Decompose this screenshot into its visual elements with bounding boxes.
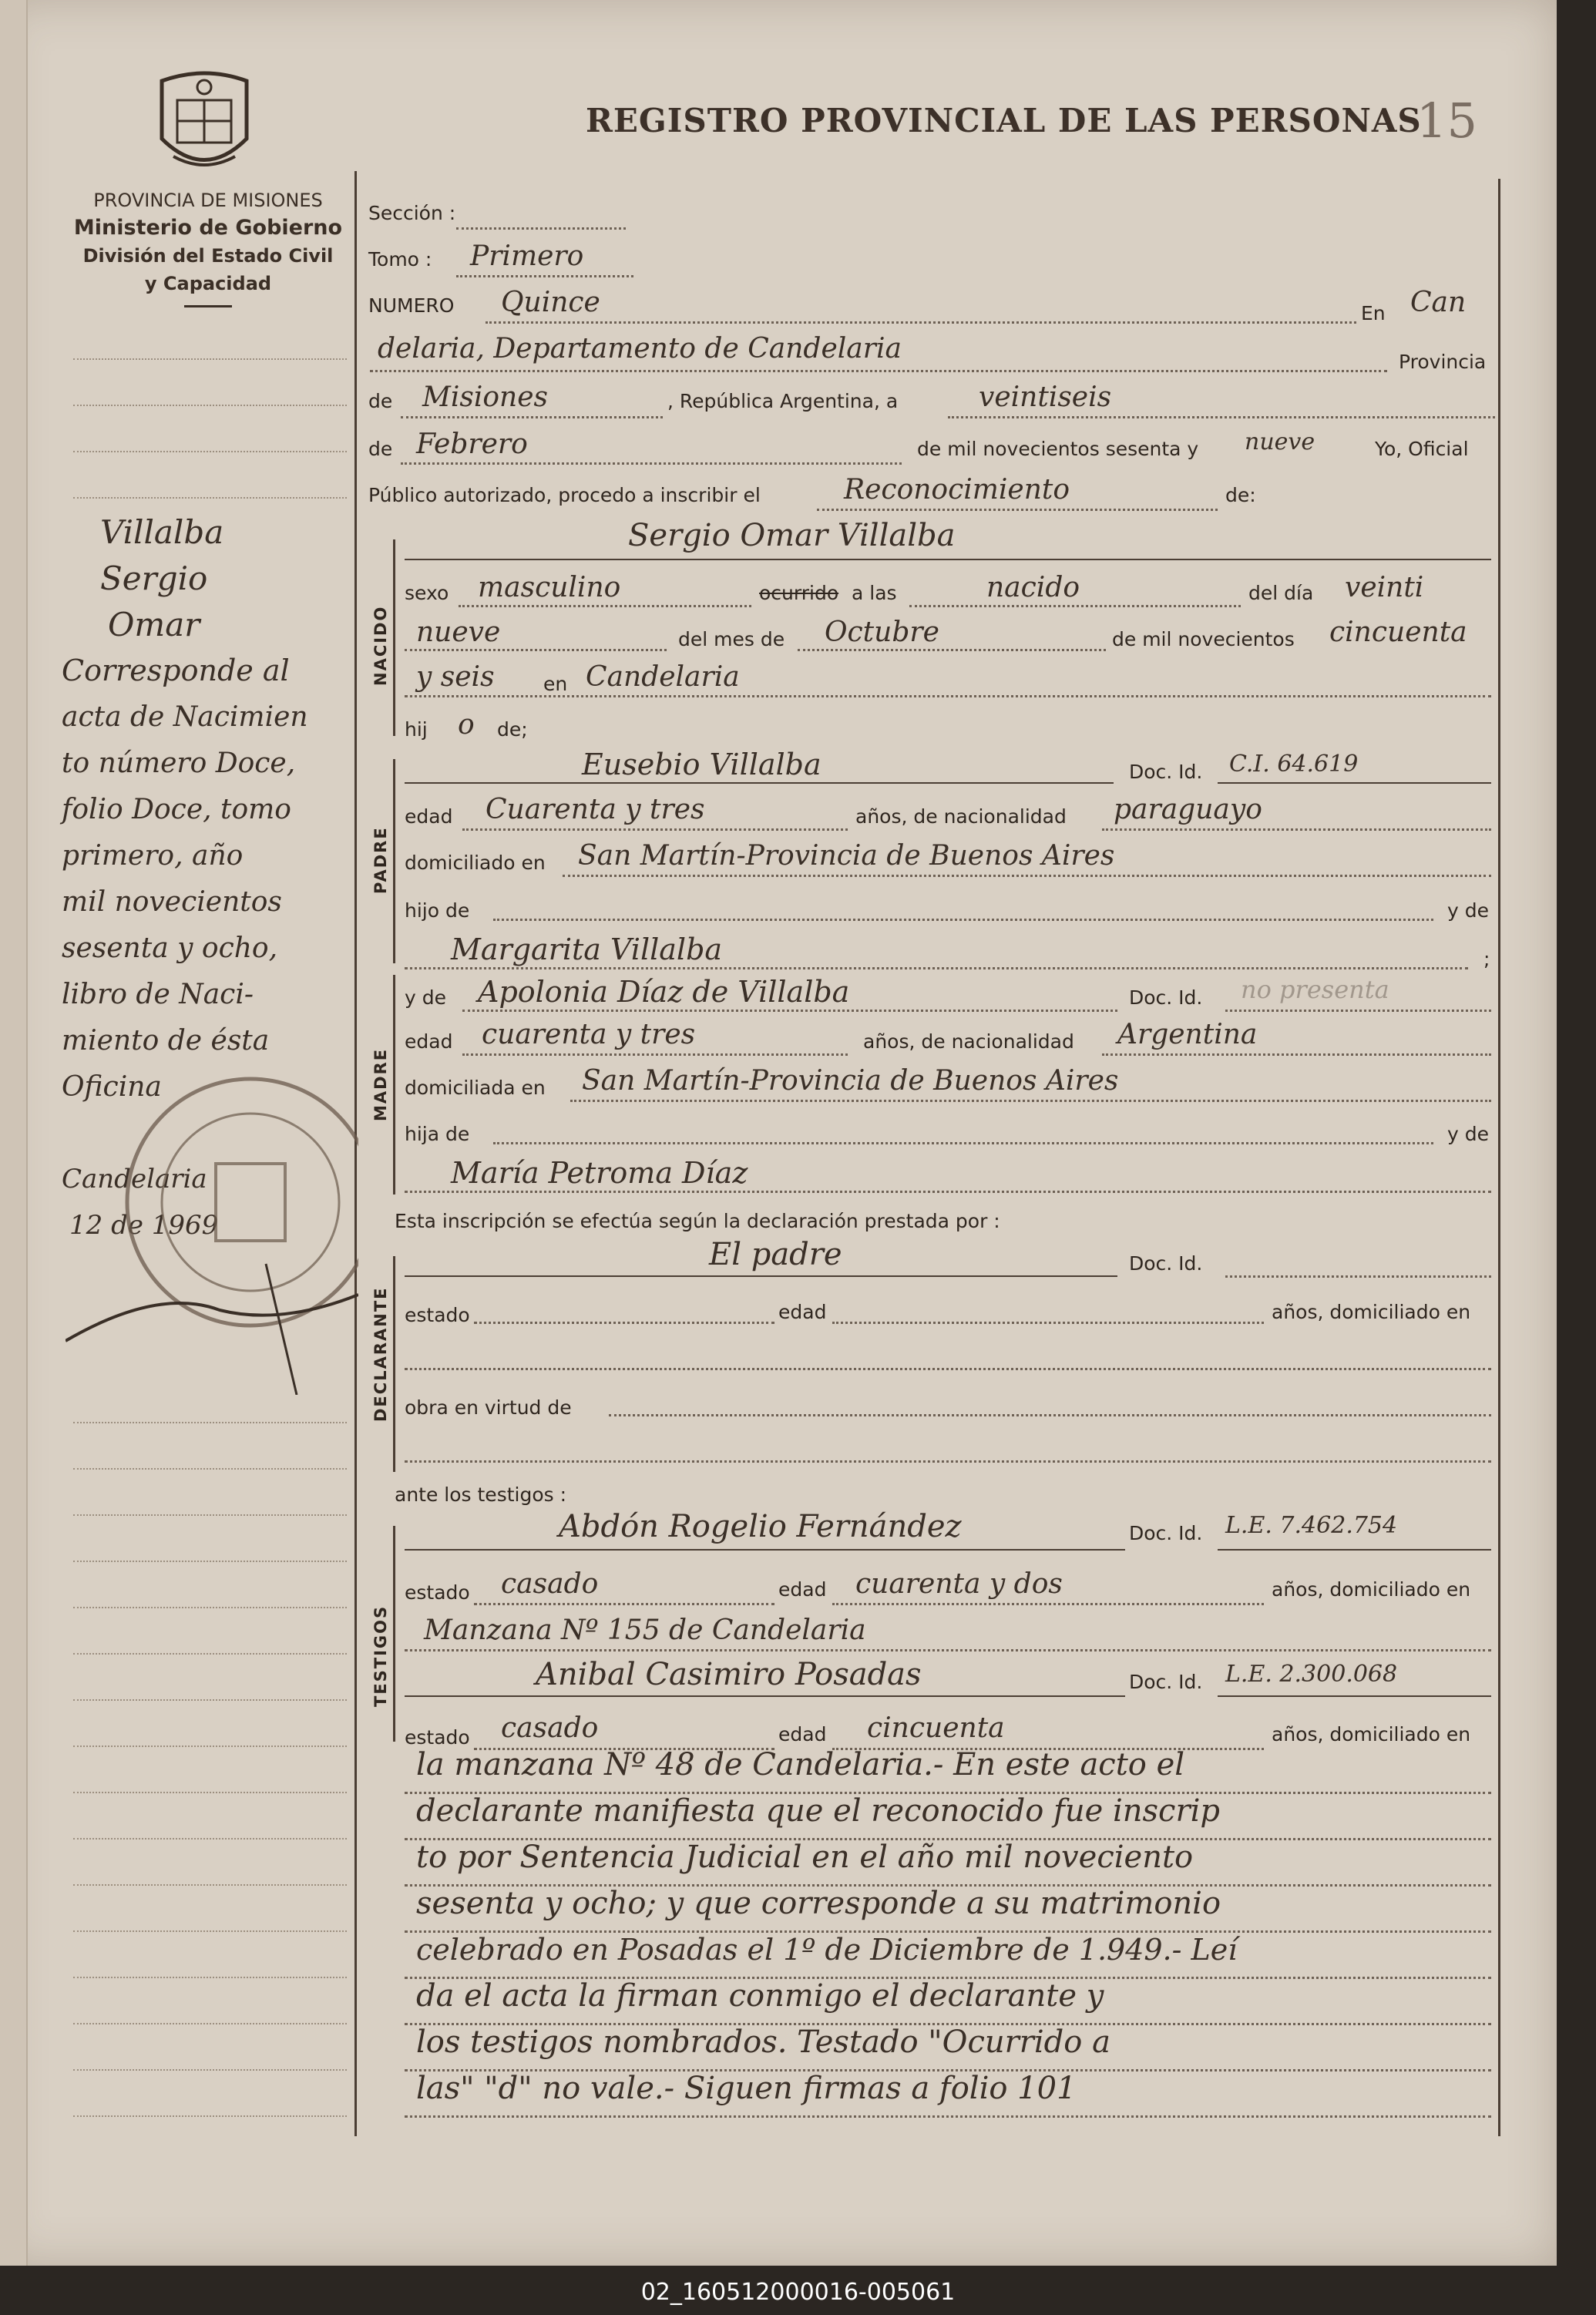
- obs-rule: [405, 1884, 1491, 1887]
- declarante-nombre: El padre: [709, 1237, 842, 1272]
- office-division: División del Estado Civil: [82, 245, 334, 267]
- padre-nac-line: [1102, 828, 1491, 831]
- padre-doc-line: [1218, 782, 1491, 784]
- padre-nac-label: años, de nacionalidad: [855, 805, 1067, 828]
- lugar-line: [405, 695, 1491, 697]
- padre-nac-value: paraguayo: [1114, 794, 1262, 825]
- testigo2-edad-value: cincuenta: [867, 1712, 1005, 1744]
- padre-doc-value: C.I. 64.619: [1229, 751, 1359, 778]
- padre-edad-label: edad: [405, 805, 453, 828]
- declarante-side-label: DECLARANTE: [371, 1286, 390, 1422]
- margin-rule: [73, 1514, 347, 1516]
- margin-note-line: libro de Naci-: [62, 979, 254, 1010]
- padre-edad-line: [462, 828, 848, 831]
- acto-line: [817, 509, 1218, 511]
- testigos-intro: ante los testigos :: [395, 1483, 567, 1506]
- margin-note-line: mil novecientos: [62, 886, 282, 918]
- republica-label: , República Argentina, a: [667, 390, 899, 412]
- padre-y-de-label: y de: [1447, 899, 1489, 922]
- observacion-line: da el acta la firman conmigo el declarante y: [416, 1978, 1104, 2014]
- obs-rule: [405, 1977, 1491, 1979]
- margin-rule: [73, 2115, 347, 2117]
- madre-dom-label: domiciliada en: [405, 1077, 546, 1099]
- ocurrido-label: ocurrido: [759, 582, 839, 604]
- a-las-label: a las: [852, 582, 897, 604]
- margin-note-line: to número Doce,: [62, 748, 296, 779]
- provincial-seal-icon: [154, 66, 254, 181]
- office-capacity: y Capacidad: [144, 273, 272, 294]
- tomo-label: Tomo :: [368, 248, 432, 270]
- seccion-label: Sección :: [368, 202, 456, 224]
- del-dia-label: del día: [1248, 582, 1314, 604]
- testigo2-doc-value: L.E. 2.300.068: [1225, 1661, 1398, 1688]
- margin-rule: [73, 1422, 347, 1423]
- anio-value-2: y seis: [416, 661, 495, 693]
- numero-line: [486, 321, 1356, 324]
- seccion-line: [456, 227, 626, 230]
- madre-nac-value: Argentina: [1117, 1019, 1258, 1050]
- madre-bracket: [393, 975, 395, 1194]
- obs-rule: [405, 1838, 1491, 1840]
- numero-label: NUMERO: [368, 294, 455, 317]
- padre-doc-label: Doc. Id.: [1129, 761, 1203, 783]
- madre-nac-line: [1102, 1053, 1491, 1056]
- testigo1-doc-line: [1218, 1549, 1491, 1551]
- obs-rule: [405, 1930, 1491, 1933]
- testigo2-nombre-line: [405, 1695, 1125, 1697]
- provincia-value: Misiones: [422, 381, 549, 413]
- declarante-nombre-line: [405, 1275, 1117, 1277]
- madre-doc-value: no presenta: [1241, 975, 1389, 1004]
- provincia-label: Provincia: [1399, 351, 1487, 373]
- margin-rule: [73, 1884, 347, 1886]
- margin-note-line: sesenta y ocho,: [62, 932, 278, 964]
- margin-rule: [73, 2069, 347, 2071]
- declarante-estado-label: estado: [405, 1304, 470, 1326]
- margin-note-line: primero, año: [62, 840, 244, 872]
- madre-side-label: MADRE: [371, 1047, 390, 1121]
- office-divider: [184, 305, 232, 307]
- mes-line: [798, 649, 1106, 651]
- acto-value: Reconocimiento: [844, 474, 1070, 506]
- hij-value: o: [458, 709, 475, 741]
- hij-label: hij: [405, 718, 428, 741]
- de2-label: de: [368, 438, 393, 460]
- lugar-value: Candelaria: [586, 661, 740, 693]
- madre-hija-de-line: [493, 1142, 1433, 1144]
- observacion-line: los testigos nombrados. Testado "Ocurrido a: [416, 2024, 1110, 2060]
- madre-dom-value: San Martín-Provincia de Buenos Aires: [582, 1065, 1119, 1097]
- testigo1-nombre-line: [405, 1549, 1125, 1551]
- obs-rule: [405, 2115, 1491, 2118]
- anio-value-1: cincuenta: [1329, 617, 1467, 648]
- sexo-line: [459, 605, 751, 607]
- mil-label: de mil novecientos: [1112, 628, 1295, 650]
- margin-note-line: folio Doce, tomo: [62, 794, 291, 825]
- dia-line: [405, 649, 667, 651]
- madre-y-de2-label: y de: [1447, 1123, 1489, 1145]
- del-mes-label: del mes de: [678, 628, 785, 650]
- madre-nombre: Apolonia Díaz de Villalba: [478, 975, 850, 1009]
- month-value: Febrero: [416, 428, 528, 460]
- declarante-intro: Esta inscripción se efectúa según la declaración prestada por :: [395, 1210, 1000, 1232]
- margin-rule: [73, 1930, 347, 1932]
- margin-rule: [73, 1607, 347, 1608]
- padre-semicolon: ;: [1483, 948, 1490, 970]
- place-line: [370, 370, 1387, 372]
- padre-madre-line: [405, 967, 1468, 969]
- margin-note-line: 12 de 1969: [69, 1210, 219, 1241]
- observacion-line: las" "d" no vale.- Siguen firmas a folio 101: [416, 2071, 1077, 2106]
- obs-rule: [405, 2023, 1491, 2025]
- testigo1-doc-label: Doc. Id.: [1129, 1522, 1203, 1544]
- padre-hijo-de-line: [493, 919, 1433, 921]
- margin-note-line: acta de Nacimien: [62, 701, 308, 733]
- margin-rule: [73, 405, 347, 406]
- testigo1-estado-label: estado: [405, 1581, 470, 1604]
- declarante-edad-line: [832, 1322, 1264, 1324]
- margin-rule: [73, 451, 347, 452]
- padre-madre-nombre: Margarita Villalba: [451, 932, 723, 966]
- margin-note-line: miento de ésta: [62, 1025, 270, 1057]
- declarante-edad-label: edad: [778, 1301, 827, 1323]
- folio-number: 15: [1416, 92, 1477, 149]
- padre-dom-label: domiciliado en: [405, 852, 546, 874]
- madre-doc-line: [1225, 1010, 1491, 1012]
- oficial-label: Yo, Oficial: [1375, 438, 1469, 460]
- declarante-estado-line: [474, 1322, 774, 1324]
- de-label: de: [368, 390, 393, 412]
- madre-y-de-label: y de: [405, 986, 446, 1009]
- testigo1-edad-value: cuarenta y dos: [855, 1568, 1063, 1600]
- testigo2-doc-label: Doc. Id.: [1129, 1671, 1203, 1693]
- margin-note-line: Villalba: [100, 513, 224, 551]
- margin-rule: [73, 1561, 347, 1562]
- mes-value: Octubre: [825, 617, 939, 648]
- obs-rule: [405, 2069, 1491, 2071]
- observacion-line: la manzana Nº 48 de Candelaria.- En este acto el: [416, 1747, 1185, 1782]
- day-line: [948, 416, 1495, 418]
- testigo1-dom-value: Manzana Nº 155 de Candelaria: [424, 1614, 866, 1646]
- testigo1-doc-value: L.E. 7.462.754: [1225, 1512, 1398, 1539]
- declarante-doc-line: [1225, 1275, 1491, 1278]
- margin-rule: [73, 1977, 347, 1978]
- registry-stamp-icon: [66, 1033, 358, 1395]
- testigo2-estado-value: casado: [501, 1712, 599, 1744]
- madre-edad-label: edad: [405, 1030, 453, 1053]
- a-las-line: [909, 605, 1241, 607]
- testigo1-dom-line: [405, 1649, 1491, 1651]
- nacido-side-label: NACIDO: [371, 605, 390, 686]
- declarante-obra-line-2: [405, 1460, 1491, 1463]
- en2-label: en: [543, 673, 568, 695]
- binding-edge: [0, 0, 28, 2266]
- observacion-line: sesenta y ocho; y que corresponde a su matrimonio: [416, 1886, 1221, 1921]
- de3-label: de:: [1225, 484, 1256, 506]
- testigo2-nombre: Anibal Casimiro Posadas: [536, 1657, 922, 1692]
- margin-note-line: Omar: [108, 606, 200, 643]
- office-province: PROVINCIA DE MISIONES: [93, 190, 323, 211]
- provincia-line: [401, 416, 663, 418]
- testigos-bracket: [393, 1526, 395, 1742]
- declarante-bracket: [393, 1256, 395, 1472]
- madre-madre-line: [405, 1191, 1491, 1193]
- madre-nombre-line: [462, 1010, 1117, 1012]
- madre-edad-value: cuarenta y tres: [482, 1019, 696, 1050]
- observacion-line: declarante manifiesta que el reconocido fue inscrip: [416, 1793, 1220, 1829]
- dia-value-1: veinti: [1345, 572, 1424, 603]
- testigo2-dom-label: años, domiciliado en: [1272, 1723, 1471, 1745]
- margin-rule: [73, 1838, 347, 1840]
- margin-rule: [73, 497, 347, 499]
- madre-doc-label: Doc. Id.: [1129, 986, 1203, 1009]
- padre-dom-value: San Martín-Provincia de Buenos Aires: [578, 840, 1115, 872]
- testigo2-doc-line: [1218, 1695, 1491, 1697]
- office-ministry: Ministerio de Gobierno: [73, 216, 343, 240]
- right-border: [1498, 179, 1500, 2136]
- page-title: REGISTRO PROVINCIAL DE LAS PERSONAS: [586, 102, 1422, 139]
- margin-rule: [73, 1745, 347, 1747]
- padre-dom-line: [563, 875, 1491, 877]
- padre-hijo-de-label: hijo de: [405, 899, 470, 922]
- observacion-line: celebrado en Posadas el 1º de Diciembre de 1.949.- Leí: [416, 1933, 1238, 1967]
- tomo-value: Primero: [470, 240, 584, 272]
- testigo2-estado-label: estado: [405, 1726, 470, 1749]
- testigos-side-label: TESTIGOS: [371, 1604, 390, 1707]
- testigo1-edad-line: [832, 1603, 1264, 1605]
- padre-side-label: PADRE: [371, 826, 390, 894]
- sexo-label: sexo: [405, 582, 449, 604]
- margin-rule: [73, 2023, 347, 2024]
- margin-note-line: Oficina: [62, 1071, 162, 1103]
- de4-label: de;: [497, 718, 528, 741]
- declarante-dom-label: años, domiciliado en: [1272, 1301, 1471, 1323]
- margin-rule: [73, 1468, 347, 1470]
- a-las-value: nacido: [986, 572, 1080, 603]
- testigo1-estado-line: [474, 1603, 774, 1605]
- declarante-obra-line: [609, 1414, 1491, 1416]
- year-label: de mil novecientos sesenta y: [917, 438, 1199, 460]
- padre-nombre: Eusebio Villalba: [582, 748, 822, 781]
- testigo1-edad-label: edad: [778, 1578, 827, 1601]
- observacion-line: to por Sentencia Judicial en el año mil noveciento: [416, 1840, 1194, 1875]
- publico-label: Público autorizado, procedo a inscribir el: [368, 484, 761, 506]
- tomo-line: [456, 275, 633, 277]
- day-value: veintiseis: [979, 381, 1112, 413]
- madre-madre-nombre: María Petroma Díaz: [451, 1156, 748, 1190]
- sexo-value: masculino: [478, 572, 621, 603]
- margin-rule: [73, 358, 347, 360]
- padre-bracket: [393, 759, 395, 963]
- madre-hija-de-label: hija de: [405, 1123, 470, 1145]
- margin-note-line: Candelaria: [62, 1164, 207, 1194]
- margin-rule: [73, 1653, 347, 1655]
- nombre-value: Sergio Omar Villalba: [628, 518, 956, 553]
- obs-rule: [405, 1792, 1491, 1794]
- image-id-footer: 02_160512000016-005061: [640, 2279, 956, 2306]
- month-line: [401, 462, 902, 465]
- margin-rule: [73, 1699, 347, 1701]
- madre-nac-label: años, de nacionalidad: [863, 1030, 1074, 1053]
- testigo1-dom-label: años, domiciliado en: [1272, 1578, 1471, 1601]
- margin-note-line: Sergio: [100, 559, 208, 597]
- testigo2-edad-label: edad: [778, 1723, 827, 1745]
- padre-edad-value: Cuarenta y tres: [486, 794, 705, 825]
- place-value: delaria, Departamento de Candelaria: [378, 333, 902, 365]
- declarante-dom-line-1: [405, 1368, 1491, 1370]
- declarante-doc-label: Doc. Id.: [1129, 1252, 1203, 1275]
- madre-edad-line: [462, 1053, 848, 1056]
- padre-nombre-line: [405, 782, 1114, 784]
- declarante-obra-label: obra en virtud de: [405, 1396, 572, 1419]
- dia-value-2: nueve: [416, 617, 501, 648]
- testigo1-estado-value: casado: [501, 1568, 599, 1600]
- en-value: Can: [1410, 287, 1467, 318]
- issuing-office: [62, 186, 354, 307]
- nacido-bracket: [393, 539, 395, 736]
- numero-value: Quince: [501, 287, 600, 318]
- testigo1-nombre: Abdón Rogelio Fernández: [559, 1509, 962, 1544]
- year-value: nueve: [1245, 428, 1315, 455]
- margin-rule: [73, 1792, 347, 1793]
- madre-dom-line: [570, 1100, 1491, 1102]
- en-label: En: [1361, 302, 1386, 324]
- margin-note-line: Corresponde al: [62, 654, 290, 687]
- nombre-line: [405, 559, 1491, 560]
